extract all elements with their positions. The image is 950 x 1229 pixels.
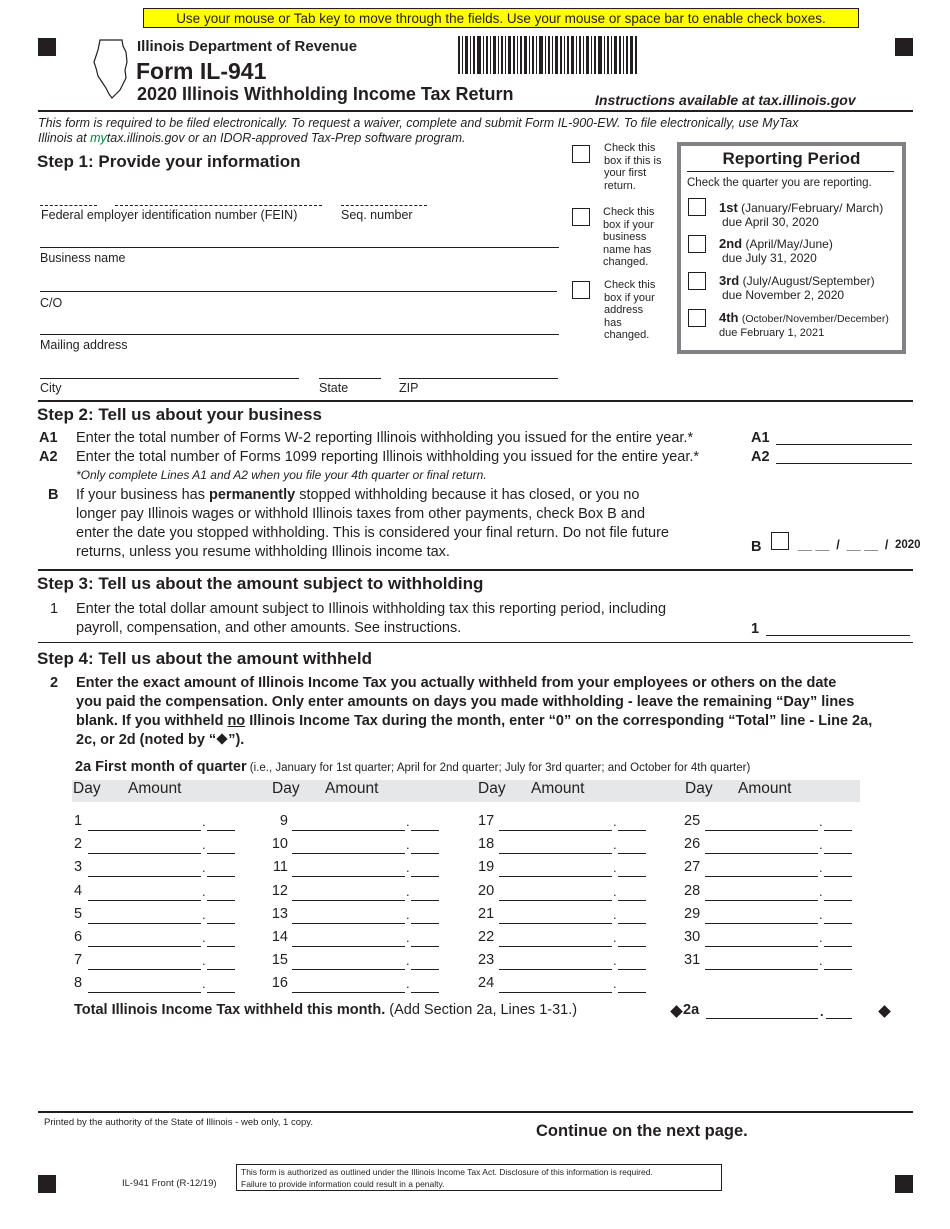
day-number: 19 (478, 859, 495, 876)
decimal-point: . (820, 1004, 824, 1019)
registration-mark (38, 1175, 56, 1193)
business-name-field[interactable] (40, 247, 559, 248)
day-number: 5 (74, 905, 83, 922)
b-text-line: returns, unless you resume withholding Illinois income tax. (76, 544, 450, 560)
day-cents-input[interactable] (411, 992, 439, 993)
decimal-point: . (406, 930, 410, 945)
day-amount-input[interactable] (705, 830, 818, 831)
decimal-point: . (819, 930, 823, 945)
day-cents-input[interactable] (207, 992, 235, 993)
section-2a-title: 2a First month of quarter (75, 759, 247, 775)
quarter-name: 2nd (719, 236, 743, 251)
day-number: 14 (271, 929, 288, 945)
day-cents-input[interactable] (824, 830, 852, 831)
decimal-point: . (819, 883, 823, 899)
a2-code: A2 (39, 449, 58, 465)
a1-text: Enter the total number of Forms W-2 reporting Illinois withholding you issued for the entire year.* (76, 430, 694, 446)
day-cents-input[interactable] (618, 876, 646, 877)
total-2a-label: 2a (683, 1002, 700, 1018)
amount-header: Amount (128, 780, 182, 797)
diamond-icon (670, 1005, 683, 1018)
day-cents-input[interactable] (618, 946, 646, 947)
section-2a-note: (i.e., January for 1st quarter; April for 2nd quarter; July for 3rd quarter; and October for 4th quarter) (246, 762, 751, 774)
line2-instructions-part: blank. If you withheld (76, 713, 228, 729)
mailing-address-label: Mailing address (40, 338, 128, 352)
address-changed-checkbox[interactable] (572, 281, 590, 299)
registration-mark (38, 38, 56, 56)
day-cents-input[interactable] (411, 946, 439, 947)
divider (38, 642, 913, 643)
day-amount-input[interactable] (88, 969, 201, 970)
day-amount-input[interactable] (88, 923, 201, 924)
decimal-point: . (613, 976, 617, 992)
reporting-period-title: Reporting Period (722, 149, 861, 168)
first-return-checkbox[interactable] (572, 145, 590, 163)
day-cents-input[interactable] (411, 923, 439, 924)
day-amount-input[interactable] (499, 830, 612, 831)
day-cents-input[interactable] (824, 923, 852, 924)
printed-authority: Printed by the authority of the State of Illinois - web only, 1 copy. (44, 1117, 313, 1128)
first-return-label-line: your first (604, 167, 647, 179)
day-header: Day (478, 780, 506, 797)
day-number: 22 (478, 929, 495, 945)
decimal-point: . (819, 906, 823, 922)
day-amount-input[interactable] (292, 923, 405, 924)
name-changed-label-line: box if your (603, 218, 654, 231)
decimal-point: . (613, 860, 617, 876)
diamond-icon (878, 1005, 891, 1018)
amount-header: Amount (531, 780, 585, 797)
amount-header: Amount (325, 780, 379, 797)
address-changed-label-line: changed. (604, 329, 650, 341)
b-code: B (48, 487, 59, 503)
day-cents-input[interactable] (618, 992, 646, 993)
divider (38, 400, 913, 402)
b-text-part: If your business has (76, 487, 209, 503)
stopped-date-year: 2020 (895, 539, 921, 551)
quarter-1-checkbox[interactable] (688, 198, 706, 216)
name-changed-label-line: Check this (603, 206, 655, 218)
mytax-brand: my (90, 131, 107, 145)
navigation-notice: Use your mouse or Tab key to move through the fields. Use your mouse or space bar to enable check boxes. (143, 8, 859, 28)
line2-instructions-part: ”). (228, 732, 245, 748)
day-number: 20 (478, 882, 495, 899)
day-number: 27 (684, 859, 701, 876)
fein-label: Federal employer identification number (FEIN) (41, 208, 298, 222)
a1-input[interactable] (776, 444, 912, 445)
first-return-label-line: box if this is (604, 154, 662, 167)
legal-disclosure-line: Failure to provide information could result in a penalty. (241, 1179, 445, 1189)
day-amount-input[interactable] (88, 853, 201, 854)
day-number: 11 (272, 859, 288, 876)
step4-title: Step 4: Tell us about the amount withheld (37, 649, 372, 668)
decimal-point: . (202, 860, 206, 876)
section-2a-heading (75, 759, 750, 775)
day-amount-input[interactable] (705, 876, 818, 877)
day-number: 1 (74, 813, 83, 829)
quarter-months: (April/May/June) (745, 237, 833, 251)
line1-text-line: payroll, compensation, and other amounts. See instructions. (76, 620, 462, 636)
first-return-label-line: Check this (604, 142, 656, 154)
total-line-text (74, 1002, 577, 1018)
day-amount-input[interactable] (499, 876, 612, 877)
day-amount-input[interactable] (292, 853, 405, 854)
decimal-point: . (819, 860, 823, 876)
day-cents-input[interactable] (207, 876, 235, 877)
continue-notice: Continue on the next page. (536, 1122, 748, 1140)
day-amount-input[interactable] (705, 900, 818, 901)
fein-field[interactable] (115, 205, 322, 206)
day-cents-input[interactable] (411, 900, 439, 901)
quarter-due-date: due April 30, 2020 (722, 215, 819, 229)
day-number: 9 (279, 813, 288, 829)
day-cents-input[interactable] (207, 969, 235, 970)
final-return-checkbox[interactable] (771, 532, 789, 550)
day-cents-input[interactable] (207, 946, 235, 947)
decimal-point: . (406, 837, 410, 853)
b-field-label: B (751, 539, 762, 555)
first-return-label-line: return. (604, 179, 636, 192)
day-amount-input[interactable] (499, 946, 612, 947)
day-cents-input[interactable] (618, 969, 646, 970)
decimal-point: . (819, 953, 823, 969)
day-cents-input[interactable] (207, 853, 235, 854)
day-amount-input[interactable] (88, 946, 201, 947)
divider (38, 1111, 913, 1113)
quarter-4-label (719, 311, 889, 340)
department-name: Illinois Department of Revenue (137, 38, 358, 55)
day-amount-input[interactable] (292, 992, 405, 993)
state-label: State (319, 381, 349, 395)
form-id: IL-941 Front (R-12/19) (122, 1178, 217, 1189)
day-number: 4 (74, 882, 83, 899)
total-2a-cents-input[interactable] (826, 1018, 852, 1019)
decimal-point: . (202, 930, 206, 945)
day-amount-input[interactable] (88, 876, 201, 877)
name-changed-label-line: name has (603, 243, 652, 256)
divider (38, 569, 913, 571)
day-header: Day (685, 780, 713, 797)
line1-text (76, 600, 666, 638)
stopped-date-field[interactable]: __ __ / __ __ / (798, 538, 889, 552)
quarter-name: 4th (719, 310, 739, 325)
form-title: 2020 Illinois Withholding Income Tax Return (137, 84, 514, 104)
day-amount-input[interactable] (88, 830, 201, 831)
line2-instructions-part: Illinois Income Tax during the month, enter “0” on the corresponding “Total” line - Line 2a, (245, 713, 873, 729)
decimal-point: . (202, 837, 206, 853)
name-changed-label-line: changed. (603, 256, 649, 268)
day-cents-input[interactable] (207, 830, 235, 831)
quarter-4-checkbox[interactable] (688, 309, 706, 327)
day-amount-input[interactable] (88, 992, 201, 993)
day-cents-input[interactable] (207, 900, 235, 901)
day-cents-input[interactable] (618, 830, 646, 831)
quarter-due-date: due November 2, 2020 (722, 288, 845, 302)
day-number: 26 (684, 836, 701, 853)
decimal-point: . (202, 953, 206, 969)
day-number: 18 (478, 836, 495, 853)
quarter-3-label (719, 274, 875, 302)
day-cents-input[interactable] (824, 969, 852, 970)
step3-title: Step 3: Tell us about the amount subject to withholding (37, 574, 484, 593)
day-amount-input[interactable] (705, 923, 818, 924)
b-text (76, 486, 669, 562)
b-text-line: enter the date you stopped withholding. This is considered your final return. Do not file future (76, 525, 669, 541)
business-name-label: Business name (40, 251, 126, 265)
b-text-line: longer pay Illinois wages or withhold Illinois taxes from other payments, check Box B and (76, 506, 646, 522)
city-field[interactable] (40, 378, 299, 379)
seq-number-field[interactable] (341, 205, 427, 206)
day-number: 29 (684, 905, 701, 922)
instructions-link[interactable]: Instructions available at tax.illinois.gov (595, 92, 856, 108)
a2-field-label: A2 (751, 449, 770, 465)
decimal-point: . (406, 976, 410, 992)
quarter-months: (October/November/December) (741, 313, 889, 325)
name-changed-label (603, 206, 654, 269)
line1-text-line: Enter the total dollar amount subject to Illinois withholding tax this reporting period, including (76, 601, 667, 617)
quarter-1-label (719, 201, 883, 229)
day-number: 3 (74, 859, 83, 876)
day-amount-input[interactable] (88, 900, 201, 901)
line2-instructions-line: Enter the exact amount of Illinois Income Tax you actually withheld from your employees or others on the date (76, 675, 837, 691)
quarter-name: 3rd (719, 273, 740, 288)
day-number: 16 (271, 975, 288, 992)
day-amount-input[interactable] (292, 900, 405, 901)
city-label: City (40, 381, 62, 395)
decimal-point: . (406, 883, 410, 899)
quarter-due-date: due July 31, 2020 (722, 251, 817, 265)
fein-field-part[interactable] (40, 205, 97, 206)
quarter-name: 1st (719, 200, 738, 215)
legal-disclosure (236, 1164, 722, 1191)
decimal-point: . (613, 953, 617, 969)
registration-mark (895, 1175, 913, 1193)
day-number: 12 (271, 882, 288, 899)
registration-mark (895, 38, 913, 56)
decimal-point: . (613, 814, 617, 829)
day-number: 24 (478, 975, 495, 992)
b-text-emphasis: permanently (209, 487, 296, 503)
day-cents-input[interactable] (824, 900, 852, 901)
day-header: Day (73, 780, 101, 797)
day-amount-input[interactable] (292, 830, 405, 831)
day-amount-input[interactable] (292, 946, 405, 947)
decimal-point: . (202, 883, 206, 899)
amount-header: Amount (738, 780, 792, 797)
b-text-part: stopped withholding because it has closed, or you no (295, 487, 640, 503)
quarter-months: (January/February/ March) (741, 201, 884, 215)
amount-subject-input[interactable] (766, 635, 910, 636)
address-changed-label (604, 279, 655, 342)
legal-disclosure-line: This form is authorized as outlined under the Illinois Income Tax Act. Disclosure of this information is required. (241, 1167, 653, 1177)
day-cents-input[interactable] (411, 853, 439, 854)
day-cents-input[interactable] (618, 900, 646, 901)
day-number: 8 (74, 975, 83, 992)
decimal-point: . (406, 953, 410, 969)
total-line-note: (Add Section 2a, Lines 1-31.) (385, 1002, 578, 1018)
line2-instructions-part: 2c, or 2d (noted by “ (76, 732, 217, 748)
decimal-point: . (202, 814, 206, 829)
decimal-point: . (613, 930, 617, 945)
day-cents-input[interactable] (824, 853, 852, 854)
divider (38, 110, 913, 112)
day-number: 15 (271, 952, 288, 969)
day-cents-input[interactable] (618, 923, 646, 924)
day-number: 13 (271, 905, 288, 922)
zip-label: ZIP (399, 381, 419, 395)
first-return-label (604, 142, 661, 192)
seq-number-label: Seq. number (341, 208, 413, 222)
line1-field-label: 1 (751, 621, 760, 637)
line2-instructions-line: you paid the compensation. Only enter amounts on days you made withholding - leave the remaining “Day” lines (76, 694, 855, 710)
decimal-point: . (202, 976, 206, 992)
quarter-months: (July/August/September) (742, 274, 875, 288)
day-number: 7 (74, 952, 83, 969)
barcode (458, 36, 638, 74)
line2-code: 2 (50, 675, 59, 691)
line2-instructions (76, 674, 872, 750)
name-changed-checkbox[interactable] (572, 208, 590, 226)
a2-input[interactable] (776, 463, 912, 464)
day-cents-input[interactable] (824, 946, 852, 947)
day-number: 28 (684, 882, 701, 899)
day-number: 17 (478, 813, 495, 829)
name-changed-label-line: business (603, 231, 647, 243)
day-cents-input[interactable] (411, 830, 439, 831)
day-number: 21 (478, 905, 495, 922)
decimal-point: . (406, 906, 410, 922)
quarter-2-checkbox[interactable] (688, 235, 706, 253)
quarter-2-label (719, 237, 833, 265)
diamond-icon (217, 733, 228, 744)
decimal-point: . (406, 814, 410, 829)
day-amount-input[interactable] (292, 969, 405, 970)
day-number: 31 (684, 952, 701, 969)
day-amount-input[interactable] (499, 900, 612, 901)
a1-field-label: A1 (751, 430, 770, 446)
zip-field[interactable] (399, 378, 558, 379)
decimal-point: . (819, 814, 823, 829)
step1-title: Step 1: Provide your information (37, 152, 301, 171)
day-cents-input[interactable] (207, 923, 235, 924)
day-amount-input[interactable] (499, 969, 612, 970)
a1-code: A1 (39, 430, 58, 446)
quarter-3-checkbox[interactable] (688, 272, 706, 290)
state-field[interactable] (319, 378, 381, 379)
step2-title: Step 2: Tell us about your business (37, 405, 322, 424)
decimal-point: . (406, 860, 410, 876)
illinois-state-icon (92, 38, 130, 100)
intro-text-part: tax.illinois.gov or an IDOR-approved Tax-Prep software program. (106, 131, 466, 145)
decimal-point: . (202, 906, 206, 922)
line1-code: 1 (50, 601, 59, 617)
day-number: 25 (684, 813, 701, 829)
day-amount-input[interactable] (499, 923, 612, 924)
reporting-period-subtitle: Check the quarter you are reporting. (687, 177, 872, 189)
day-cents-input[interactable] (411, 876, 439, 877)
day-amount-input[interactable] (705, 853, 818, 854)
day-cents-input[interactable] (411, 969, 439, 970)
address-changed-label-line: box if your (604, 291, 655, 304)
quarter-due-date: due February 1, 2021 (719, 327, 825, 339)
address-changed-label-line: address (604, 304, 644, 316)
day-amount-input[interactable] (705, 946, 818, 947)
decimal-point: . (819, 837, 823, 853)
form-name: Form IL-941 (136, 58, 267, 84)
day-cents-input[interactable] (824, 876, 852, 877)
day-number: 6 (74, 929, 83, 945)
day-header: Day (272, 780, 300, 797)
total-line-title: Total Illinois Income Tax withheld this month. (74, 1002, 386, 1018)
line2-instructions-emphasis: no (227, 713, 246, 729)
decimal-point: . (613, 837, 617, 853)
address-changed-label-line: has (604, 316, 622, 329)
co-label: C/O (40, 296, 63, 310)
day-amount-input[interactable] (705, 969, 818, 970)
day-number: 10 (271, 836, 288, 853)
day-number: 2 (74, 836, 83, 853)
total-2a-input[interactable] (706, 1018, 818, 1019)
decimal-point: . (613, 906, 617, 922)
day-cents-input[interactable] (618, 853, 646, 854)
day-number: 30 (684, 929, 701, 945)
decimal-point: . (613, 883, 617, 899)
co-field[interactable] (40, 291, 557, 292)
address-changed-label-line: Check this (604, 279, 656, 291)
a1-a2-note: *Only complete Lines A1 and A2 when you file your 4th quarter or final return. (76, 468, 487, 482)
a2-text: Enter the total number of Forms 1099 reporting Illinois withholding you issued for the entire year.* (76, 449, 700, 465)
day-amount-input[interactable] (499, 853, 612, 854)
day-amount-input[interactable] (292, 876, 405, 877)
intro-text-part: Illinois at (38, 131, 91, 145)
mailing-address-field[interactable] (40, 334, 559, 335)
intro-line-1: This form is required to be filed electronically. To request a waiver, complete and submit Form IL-900-EW. To file electronically, use MyTax (38, 116, 799, 130)
day-number: 23 (478, 952, 495, 969)
day-amount-input[interactable] (499, 992, 612, 993)
